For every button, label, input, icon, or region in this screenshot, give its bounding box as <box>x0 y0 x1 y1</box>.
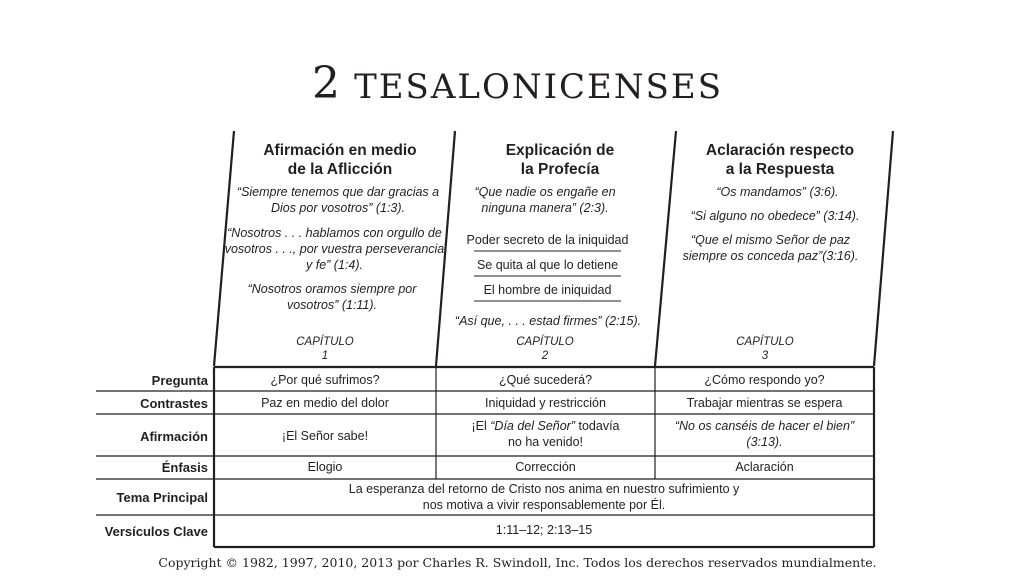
cell-enfasis-3: Aclaración <box>735 460 794 474</box>
chapter-number: 2 <box>541 350 549 362</box>
column-1-quote-2: “Nosotros . . . hablamos con orgullo de vosotros . . ., por vuestra perseverancia y fe” (1:4). <box>224 226 445 272</box>
chapter-label: CAPÍTULO <box>516 336 574 348</box>
column-3-quote-3: “Que el mismo Señor de paz siempre os conceda paz”(3:16). <box>682 233 859 263</box>
column-1-quote-3: “Nosotros oramos siempre por vosotros” (1:11). <box>247 282 417 312</box>
row-label-versiculos-clave: Versículos Clave <box>104 524 208 539</box>
cell-pregunta-3: ¿Cómo respondo yo? <box>704 373 825 387</box>
column-3-chapter <box>665 335 865 363</box>
cell-pregunta-2: ¿Qué sucederá? <box>498 373 593 387</box>
tema-principal-line2: nos motiva a vivir responsablemente por Él. <box>422 498 666 512</box>
copyright-notice: Copyright © 1982, 1997, 2010, 2013 por Charles R. Swindoll, Inc. Todos los derechos reservados mundialmente. <box>158 555 877 570</box>
cell-pregunta-1: ¿Por qué sufrimos? <box>270 373 380 387</box>
chapter-number: 3 <box>761 350 769 362</box>
cell-contrastes-3: Trabajar mientras se espera <box>686 396 843 410</box>
cell-afirmacion-3 <box>655 418 874 450</box>
column-2-underlined-2: Se quita al que lo detiene <box>476 258 619 272</box>
chapter-label: CAPÍTULO <box>296 336 354 348</box>
row-label-enfasis: Énfasis <box>161 460 208 475</box>
column-2-heading <box>460 141 660 179</box>
column-1-heading-line2: de la Aflicción <box>287 161 393 178</box>
cell-afirmacion-2 <box>436 418 655 450</box>
row-label-afirmacion: Afirmación <box>140 429 208 444</box>
cell-contrastes-1: Paz en medio del dolor <box>261 396 389 410</box>
row-label-tema-principal: Tema Principal <box>116 490 208 505</box>
row-label-pregunta: Pregunta <box>151 373 208 388</box>
afirmacion-2-line2: no ha venido! <box>507 435 584 449</box>
cell-enfasis-1: Elogio <box>307 460 343 474</box>
column-3-heading-line2: a la Respuesta <box>725 161 835 178</box>
cell-enfasis-2: Corrección <box>515 460 576 474</box>
column-2-quote-2: “Así que, . . . estad firmes” (2:15). <box>454 314 642 328</box>
chapter-number: 1 <box>321 350 329 362</box>
column-1-quote-1: “Siempre tenemos que dar gracias a Dios por vosotros” (1:3). <box>236 185 440 215</box>
column-1-heading <box>240 141 440 179</box>
column-1-chapter <box>225 335 425 363</box>
row-label-contrastes: Contrastes <box>140 396 208 411</box>
title-name: TESALONICENSES <box>354 67 724 107</box>
column-3-heading <box>680 141 880 179</box>
column-2-underlined-1: Poder secreto de la iniquidad <box>466 233 629 247</box>
cell-afirmacion-1: ¡El Señor sabe! <box>281 429 369 443</box>
column-2-chapter <box>445 335 645 363</box>
cell-contrastes-2: Iniquidad y restricción <box>485 396 606 410</box>
afirmacion-2-pre: ¡El <box>471 419 491 433</box>
column-2-quote-1: “Que nadie os engañe en ninguna manera” (2:3). <box>474 185 616 215</box>
column-3-heading-line1: Aclaración respecto <box>705 142 855 159</box>
cell-tema-principal <box>214 481 874 513</box>
afirmacion-2-italic: “Día del Señor” <box>490 419 576 433</box>
column-1-heading-line1: Afirmación en medio <box>263 142 417 159</box>
column-3-quote-2: “Si alguno no obedece” (3:14). <box>690 209 860 223</box>
page-title <box>0 58 1035 109</box>
column-2-heading-line1: Explicación de <box>505 142 615 159</box>
afirmacion-2-post: todavía <box>575 419 620 433</box>
tema-principal-line1: La esperanza del retorno de Cristo nos anima en nuestro sufrimiento y <box>348 482 740 496</box>
chapter-label: CAPÍTULO <box>736 336 794 348</box>
column-2-underlined-3: El hombre de iniquidad <box>483 283 612 297</box>
afirmacion-3-line2: (3:13). <box>746 435 783 449</box>
cell-versiculos-clave: 1:11–12; 2:13–15 <box>495 523 593 537</box>
title-number: 2 <box>311 58 341 109</box>
column-3-quote-1: “Os mandamos” (3:6). <box>716 185 839 199</box>
afirmacion-3-line1: “No os canséis de hacer el bien” <box>674 419 855 433</box>
column-2-heading-line2: la Profecía <box>520 161 600 178</box>
